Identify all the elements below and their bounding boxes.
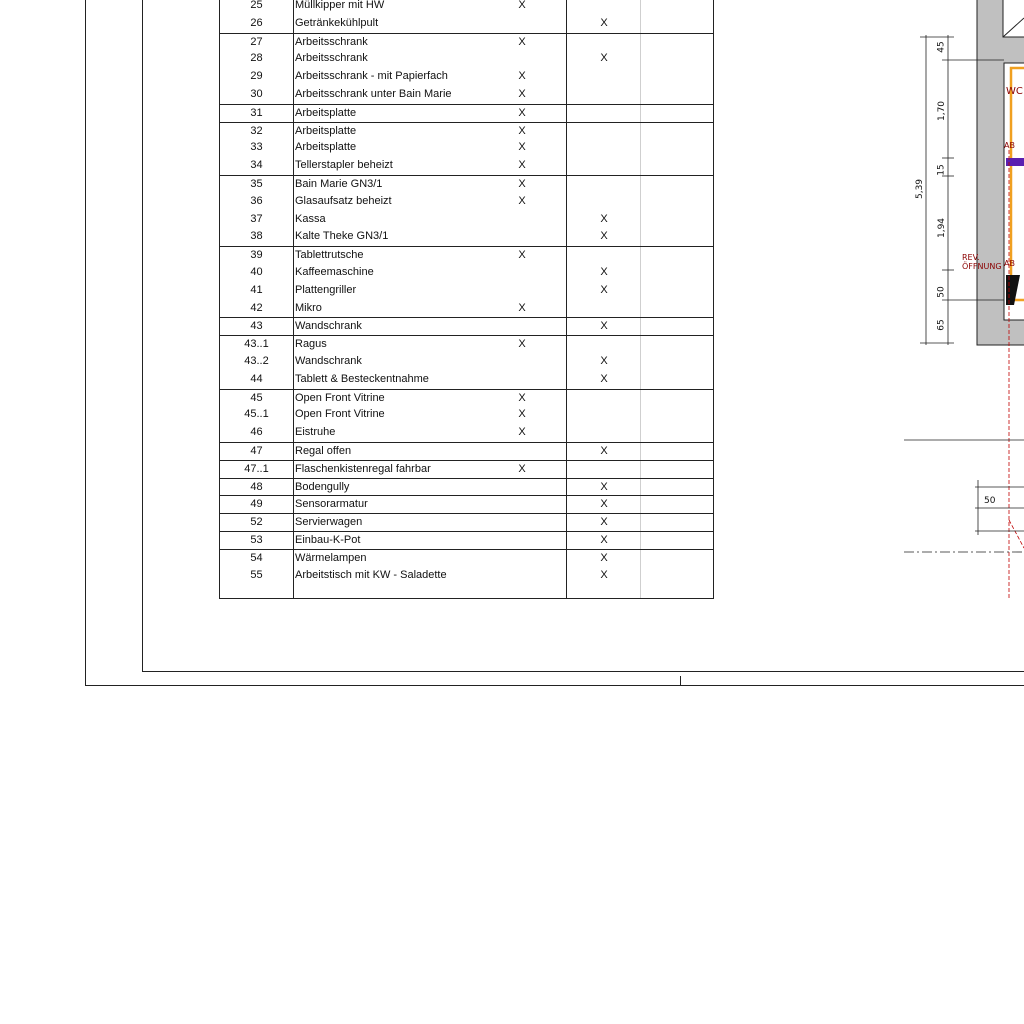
item-number: 44 <box>250 372 263 385</box>
item-number: 36 <box>250 194 263 207</box>
mark-column-2: X <box>600 266 608 278</box>
mark-column-2: X <box>600 355 608 367</box>
dim-label-horizontal: 50 <box>984 496 996 506</box>
item-number: 26 <box>250 16 263 29</box>
mark-column-1: X <box>518 462 526 475</box>
table-row <box>220 353 713 371</box>
item-name: Mikro <box>295 301 322 314</box>
mark-column-2: X <box>600 445 608 457</box>
mark-column-1: X <box>518 106 526 119</box>
table-row <box>220 157 713 175</box>
item-name: Eistruhe <box>295 426 336 439</box>
item-name: Flaschenkistenregal fahrbar <box>295 462 431 475</box>
item-name: Arbeitsschrank <box>295 35 368 48</box>
wc-label: WC <box>1006 86 1023 97</box>
mark-column-2 <box>594 247 614 265</box>
table-row <box>220 478 713 497</box>
mark-column-2: X <box>600 52 608 65</box>
mark-column-1: X <box>518 35 526 48</box>
dim-label-4: 1,94 <box>937 217 948 239</box>
item-number: 32 <box>250 124 263 137</box>
mark-column-2 <box>594 86 614 104</box>
mark-column-2 <box>594 34 614 52</box>
mark-column-2 <box>594 336 614 354</box>
dim-label-3: 15 <box>936 164 947 176</box>
item-name: Plattengriller <box>295 283 357 296</box>
frame-tick-mark <box>680 676 681 686</box>
mark-column-1 <box>512 228 532 246</box>
item-number: 25 <box>250 0 263 11</box>
mark-column-1 <box>512 264 532 282</box>
item-number: 27 <box>250 35 263 48</box>
mark-column-1 <box>512 550 532 568</box>
table-row <box>220 15 713 33</box>
item-number: 43 <box>250 320 263 333</box>
mark-column-1: X <box>518 194 526 207</box>
item-name: Open Front Vitrine <box>295 391 385 404</box>
table-row <box>220 549 713 568</box>
table-row <box>220 50 713 68</box>
table-row <box>220 246 713 265</box>
mark-column-2: X <box>600 534 608 546</box>
mark-column-2 <box>594 390 614 408</box>
mark-column-1: X <box>518 178 526 190</box>
mark-column-1: X <box>518 391 526 404</box>
mark-column-2: X <box>600 498 608 511</box>
item-number: 43..2 <box>244 355 269 367</box>
item-number: 45..1 <box>244 408 269 421</box>
table-row <box>220 531 713 550</box>
dim-label-2: 1,70 <box>937 100 948 122</box>
mark-column-1 <box>512 496 532 514</box>
item-name: Arbeitstisch mit KW - Saladette <box>295 568 447 581</box>
table-row <box>220 228 713 246</box>
mark-column-1 <box>512 479 532 497</box>
table-row <box>220 389 713 408</box>
table-row <box>220 513 713 532</box>
mark-column-2: X <box>600 551 608 564</box>
item-number: 45 <box>250 391 263 404</box>
item-number: 55 <box>250 568 263 581</box>
mark-column-2: X <box>600 516 608 529</box>
table-row <box>220 442 713 461</box>
mark-column-2: X <box>600 480 608 493</box>
floor-plan-excerpt <box>900 0 1024 600</box>
mark-column-1: X <box>518 426 526 439</box>
mark-column-2 <box>594 300 614 318</box>
item-name: Sensorarmatur <box>295 498 368 511</box>
table-row <box>220 193 713 211</box>
mark-column-2: X <box>600 320 608 333</box>
mark-column-1 <box>512 282 532 300</box>
table-row <box>220 139 713 157</box>
table-row <box>220 567 713 585</box>
table-row <box>220 68 713 86</box>
item-name: Servierwagen <box>295 516 363 529</box>
mark-column-1: X <box>518 0 526 11</box>
table-row <box>220 495 713 514</box>
mark-column-1 <box>512 50 532 68</box>
item-number: 48 <box>250 480 263 493</box>
mark-column-2 <box>594 176 614 194</box>
mark-column-1 <box>512 514 532 532</box>
mark-column-1: X <box>518 141 526 154</box>
item-name: Open Front Vitrine <box>295 408 385 421</box>
item-number: 31 <box>250 106 263 119</box>
item-name: Arbeitsplatte <box>295 106 357 119</box>
item-name: Arbeitsschrank - mit Papierfach <box>295 70 448 83</box>
item-number: 42 <box>250 301 263 314</box>
item-name: Wandschrank <box>295 320 362 333</box>
table-row <box>220 264 713 282</box>
mark-column-2: X <box>600 372 608 385</box>
item-name: Kassa <box>295 212 326 225</box>
item-number: 40 <box>250 266 263 278</box>
table-row <box>220 104 713 123</box>
mark-column-1 <box>512 211 532 229</box>
item-name: Arbeitsplatte <box>295 141 357 154</box>
table-row <box>220 33 713 52</box>
mark-column-2 <box>594 406 614 424</box>
table-row <box>220 122 713 141</box>
item-name: Bodengully <box>295 480 350 493</box>
item-number: 47 <box>250 445 263 457</box>
item-number: 53 <box>250 534 263 546</box>
table-row <box>220 371 713 389</box>
ab-label-lower: AB <box>1004 259 1015 268</box>
ab-label-upper: AB <box>1004 141 1015 150</box>
table-row <box>220 282 713 300</box>
item-name: Arbeitsplatte <box>295 124 357 137</box>
item-name: Getränkekühlpult <box>295 16 379 29</box>
mark-column-1 <box>512 15 532 33</box>
item-number: 39 <box>250 249 263 262</box>
item-number: 46 <box>250 426 263 439</box>
table-row <box>220 175 713 194</box>
item-name: Tablett & Besteckentnahme <box>295 372 429 385</box>
item-number: 54 <box>250 551 263 564</box>
dim-label-6: 65 <box>936 319 947 331</box>
item-name: Ragus <box>295 338 327 351</box>
mark-column-1: X <box>518 249 526 262</box>
mark-column-2 <box>594 68 614 86</box>
mark-column-2 <box>594 461 614 479</box>
mark-column-1: X <box>518 70 526 83</box>
item-number: 37 <box>250 212 263 225</box>
item-name: Tablettrutsche <box>295 249 364 262</box>
table-row <box>220 460 713 479</box>
mark-column-2: X <box>600 230 608 243</box>
item-name: Kaffeemaschine <box>295 266 374 278</box>
item-number: 38 <box>250 230 263 243</box>
revision-label-line2: ÖFFNUNG <box>962 262 1002 271</box>
item-number: 34 <box>250 159 263 172</box>
mark-column-1 <box>512 532 532 550</box>
mark-column-1 <box>512 353 532 371</box>
item-name: Wärmelampen <box>295 551 367 564</box>
dim-label-5: 50 <box>936 286 947 298</box>
mark-column-2: X <box>600 212 608 225</box>
item-number: 29 <box>250 70 263 83</box>
mark-column-2: X <box>600 283 608 296</box>
item-number: 30 <box>250 88 263 100</box>
item-name: Wandschrank <box>295 355 362 367</box>
item-name: Arbeitsschrank <box>295 52 368 65</box>
mark-column-1 <box>512 318 532 336</box>
mark-column-1 <box>512 443 532 461</box>
table-row <box>220 0 713 15</box>
item-name: Bain Marie GN3/1 <box>295 178 383 190</box>
table-row <box>220 406 713 424</box>
mark-column-2 <box>594 105 614 123</box>
table-row <box>220 86 713 104</box>
table-row <box>220 424 713 442</box>
item-number: 52 <box>250 516 263 529</box>
item-number: 49 <box>250 498 263 511</box>
table-row <box>220 300 713 318</box>
item-number: 28 <box>250 52 263 65</box>
item-name: Einbau-K-Pot <box>295 534 361 546</box>
dim-label-total: 5,39 <box>915 178 926 200</box>
item-number: 35 <box>250 178 263 190</box>
mark-column-1: X <box>518 124 526 137</box>
mark-column-2: X <box>600 16 608 29</box>
mark-column-2 <box>594 424 614 442</box>
mark-column-2 <box>594 123 614 141</box>
mark-column-1: X <box>518 338 526 351</box>
item-number: 47..1 <box>244 462 269 475</box>
table-row <box>220 211 713 229</box>
mark-column-1: X <box>518 159 526 172</box>
item-name: Glasaufsatz beheizt <box>295 194 392 207</box>
mark-column-2 <box>594 0 614 15</box>
table-row <box>220 317 713 336</box>
item-name: Tellerstapler beheizt <box>295 159 393 172</box>
mark-column-1 <box>512 371 532 389</box>
mark-column-1: X <box>518 408 526 421</box>
item-number: 41 <box>250 283 263 296</box>
mark-column-1: X <box>518 88 526 100</box>
item-name: Arbeitsschrank unter Bain Marie <box>295 88 452 100</box>
item-number: 43..1 <box>244 338 269 351</box>
mark-column-1: X <box>518 301 526 314</box>
mark-column-2 <box>594 193 614 211</box>
item-name: Müllkipper mit HW <box>295 0 385 11</box>
item-name: Regal offen <box>295 445 352 457</box>
item-name: Kalte Theke GN3/1 <box>295 230 389 243</box>
mark-column-2 <box>594 157 614 175</box>
dim-label-1: 45 <box>936 41 947 53</box>
revision-label-line1: REV. <box>962 253 980 262</box>
equipment-table <box>219 0 714 599</box>
mark-column-1 <box>512 567 532 585</box>
mark-column-2 <box>594 139 614 157</box>
item-number: 33 <box>250 141 263 154</box>
mark-column-2: X <box>600 568 608 581</box>
table-row <box>220 335 713 354</box>
